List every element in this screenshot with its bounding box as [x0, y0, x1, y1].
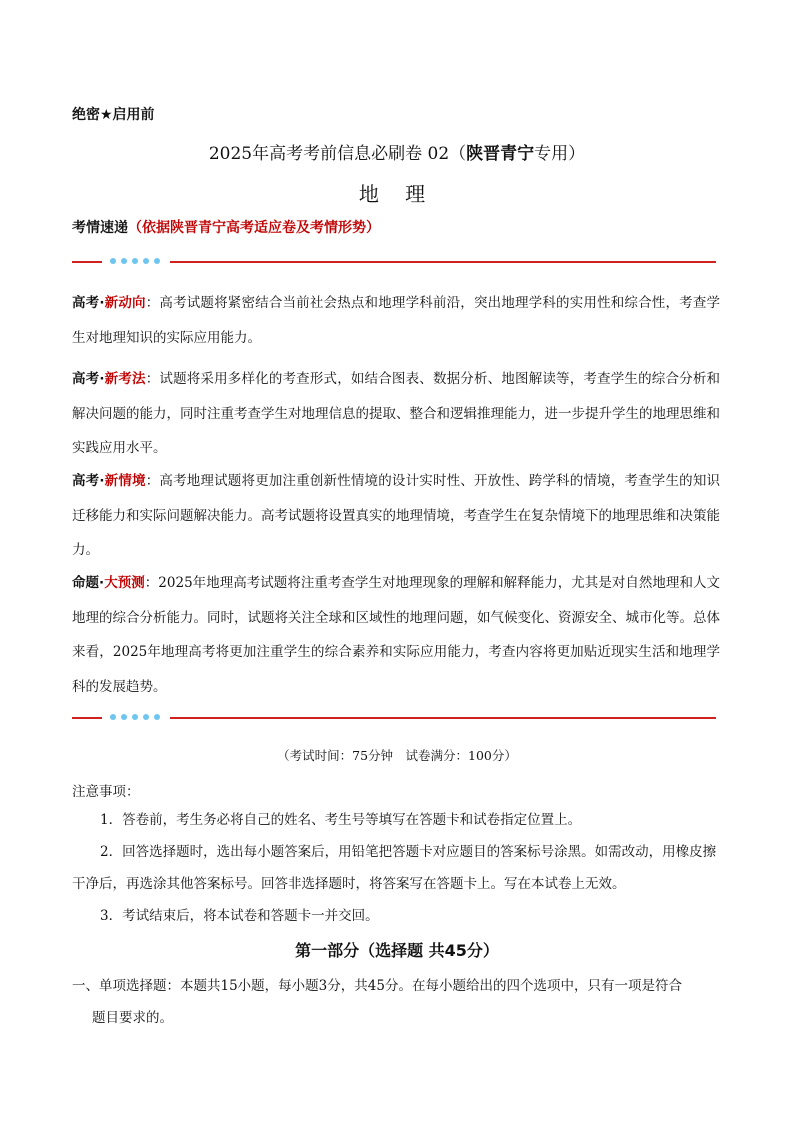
- note-item: 2．回答选择题时，选出每小题答案后，用铅笔把答题卡对应题目的答案标号涂黑。如需改动，用橡皮擦干净后，再选涂其他答案标号。回答非选择题时，将答案写在答题卡上。写在本试卷上无效。: [72, 844, 717, 892]
- overview-heading-label: 考情速递: [72, 220, 128, 236]
- divider-line-right: [170, 261, 716, 263]
- tag-keyword: 大预测: [104, 575, 145, 591]
- tag-prefix: 命题·: [72, 575, 105, 591]
- divider-dot: [132, 258, 138, 264]
- note-item: 1．答卷前，考生务必将自己的姓名、考生号等填写在答题卡和试卷指定位置上。: [100, 812, 582, 828]
- divider-dot: [154, 714, 160, 720]
- notes-heading: 注意事项：: [72, 784, 140, 800]
- page-title: [0, 139, 794, 164]
- section-one-instructions: [72, 970, 720, 1034]
- divider-bottom: [72, 712, 716, 724]
- subject-title: 地 理: [358, 182, 436, 206]
- section-line-2: 题目要求的。: [92, 1010, 173, 1026]
- exam-info: （考试时间：75分钟 试卷满分：100分）: [277, 748, 517, 763]
- paragraph-text: 高考地理试题将更加注重创新性情境的设计实时性、开放性、跨学科的情境，考查学生的知识迁移能力和实际问题解决能力。高考试题将设置真实的地理情境，考查学生在复杂情境下的地理思维和决策能力。: [72, 473, 721, 558]
- divider-dot: [110, 714, 116, 720]
- paragraph-text: 试题将采用多样化的考查形式，如结合图表、数据分析、地图解读等，考查学生的综合分析和解决问题的能力，同时注重考查学生对地理信息的提取、整合和逻辑推理能力，进一步提升学生的地理思维和实践应用水平。: [72, 371, 721, 456]
- tag-colon: ：: [144, 575, 159, 591]
- paragraph-text: 2025年地理高考试题将注重考查学生对地理现象的理解和解释能力，尤其是对自然地理和人文地理的综合分析能力。同时，试题将关注全球和区域性的地理问题，如气候变化、资源安全、城市化等。总体来看，2025年地理高考将更加注重学生的综合素养和实际应用能力，考查内容将更加贴近现实生活和地理学科的发展趋势。: [72, 575, 720, 695]
- divider-dot: [154, 258, 160, 264]
- tag-prefix: 高考·: [72, 295, 105, 311]
- tag-prefix: 高考·: [72, 371, 105, 387]
- note-item: 3．考试结束后，将本试卷和答题卡一并交回。: [100, 908, 379, 924]
- tag-colon: ：: [145, 295, 160, 311]
- section-line-1: 一、单项选择题：本题共15小题，每小题3分，共45分。在每小题给出的四个选项中，只有一项是符合: [72, 978, 682, 994]
- divider-line-left: [72, 261, 102, 263]
- tag-keyword: 新动向: [104, 295, 146, 311]
- divider-dot: [121, 714, 127, 720]
- title-suffix: 专用）: [534, 144, 586, 164]
- divider-line-right: [170, 717, 716, 719]
- tag-colon: ：: [145, 371, 160, 387]
- paragraph-new-context: [72, 464, 720, 568]
- title-region: 陕晋青宁: [466, 144, 535, 164]
- divider-line-left: [72, 717, 102, 719]
- divider-dots: [110, 258, 160, 264]
- paragraph-new-trend: [72, 286, 720, 355]
- part-one-heading: 第一部分（选择题 共45分）: [295, 941, 499, 960]
- paragraph-text: 高考试题将紧密结合当前社会热点和地理学科前沿，突出地理学科的实用性和综合性，考查学生对地理知识的实际应用能力。: [72, 295, 721, 346]
- tag-keyword: 新情境: [104, 473, 146, 489]
- divider-top: [72, 256, 716, 268]
- tag-colon: ：: [145, 473, 160, 489]
- paragraph-prediction: [72, 566, 720, 704]
- divider-dot: [143, 714, 149, 720]
- divider-dot: [110, 258, 116, 264]
- divider-dot: [132, 714, 138, 720]
- overview-heading-note: （依据陕晋青宁高考适应卷及考情形势）: [128, 220, 380, 236]
- divider-dot: [143, 258, 149, 264]
- overview-heading: [72, 217, 380, 237]
- divider-dot: [121, 258, 127, 264]
- tag-prefix: 高考·: [72, 473, 105, 489]
- secret-label: 绝密★启用前: [72, 107, 155, 123]
- paragraph-new-method: [72, 362, 720, 466]
- divider-dots: [110, 714, 160, 720]
- title-prefix: 2025年高考考前信息必刷卷 02（: [208, 144, 467, 164]
- tag-keyword: 新考法: [104, 371, 146, 387]
